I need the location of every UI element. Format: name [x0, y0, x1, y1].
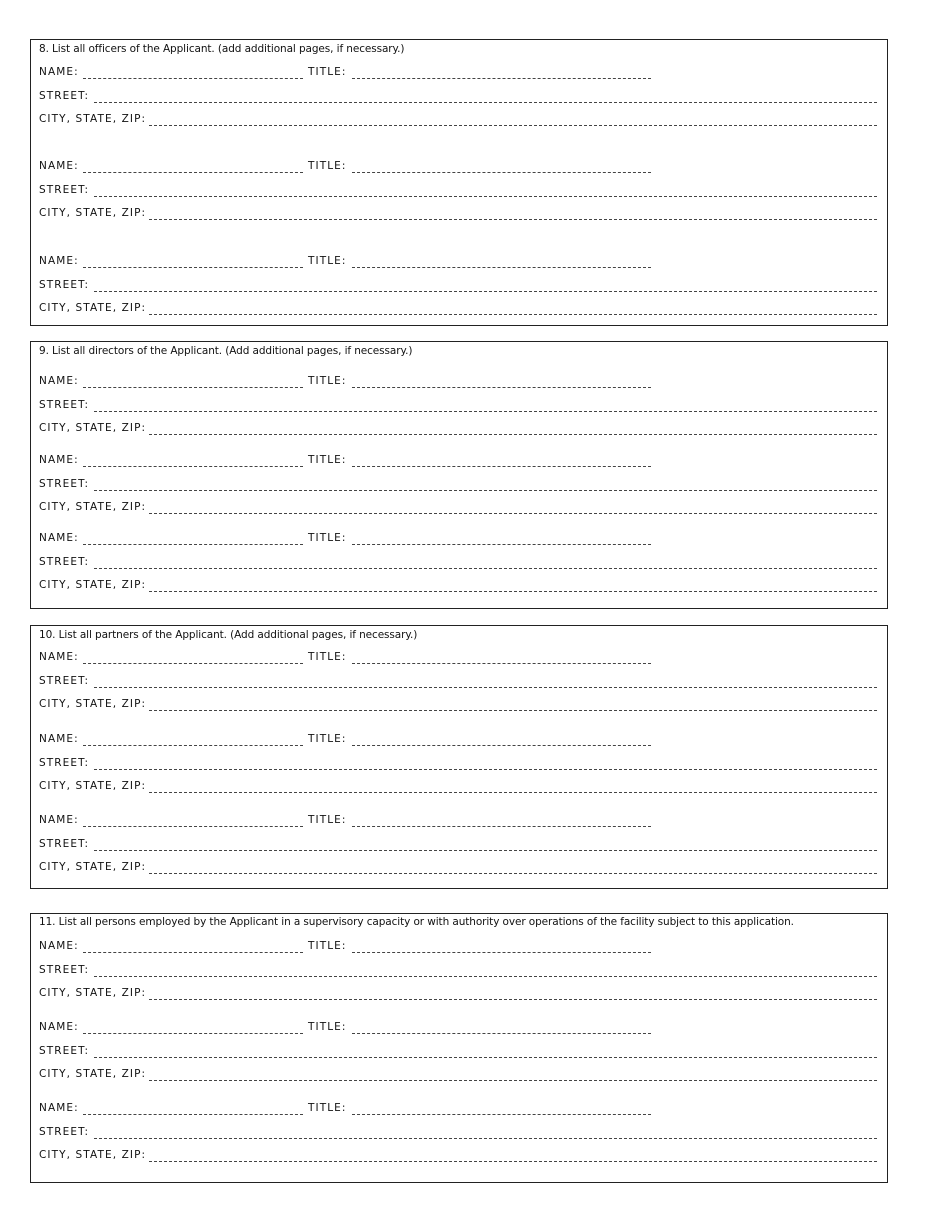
form-row	[39, 374, 877, 388]
form-row	[39, 813, 877, 827]
form-row	[39, 301, 877, 315]
name-field[interactable]	[83, 1113, 303, 1115]
title-label: TITLE:	[308, 255, 347, 267]
name-field[interactable]	[83, 171, 303, 173]
title-field[interactable]	[352, 77, 651, 79]
form-row	[39, 1020, 877, 1034]
city-state-zip-field[interactable]	[149, 124, 877, 126]
title-field[interactable]	[352, 1032, 651, 1034]
street-field[interactable]	[94, 489, 877, 491]
city-state-zip-label: CITY, STATE, ZIP:	[39, 113, 147, 125]
title-field[interactable]	[352, 951, 651, 953]
form-row	[39, 278, 877, 292]
name-field[interactable]	[83, 386, 303, 388]
street-field[interactable]	[94, 1056, 877, 1058]
form-row	[39, 1101, 877, 1115]
city-state-zip-field[interactable]	[149, 872, 877, 874]
form-row	[39, 1067, 877, 1081]
city-state-zip-label: CITY, STATE, ZIP:	[39, 1068, 147, 1080]
form-row	[39, 89, 877, 103]
name-field[interactable]	[83, 77, 303, 79]
form-row	[39, 1125, 877, 1139]
city-state-zip-field[interactable]	[149, 313, 877, 315]
title-field[interactable]	[352, 662, 651, 664]
form-row	[39, 986, 877, 1000]
section-heading: 9. List all directors of the Applicant. (Add additional pages, if necessary.)	[39, 345, 413, 357]
form-row	[39, 1044, 877, 1058]
city-state-zip-field[interactable]	[149, 512, 877, 514]
section-supervisors	[30, 913, 888, 1183]
form-row	[39, 159, 877, 173]
name-field[interactable]	[83, 744, 303, 746]
name-field[interactable]	[83, 465, 303, 467]
title-label: TITLE:	[308, 1102, 347, 1114]
form-row	[39, 183, 877, 197]
form-row	[39, 531, 877, 545]
form-row	[39, 254, 877, 268]
city-state-zip-label: CITY, STATE, ZIP:	[39, 987, 147, 999]
form-row	[39, 963, 877, 977]
name-label: NAME:	[39, 1102, 79, 1114]
city-state-zip-field[interactable]	[149, 433, 877, 435]
title-field[interactable]	[352, 744, 651, 746]
city-state-zip-label: CITY, STATE, ZIP:	[39, 861, 147, 873]
city-state-zip-label: CITY, STATE, ZIP:	[39, 501, 147, 513]
section-partners	[30, 625, 888, 889]
title-label: TITLE:	[308, 160, 347, 172]
title-label: TITLE:	[308, 375, 347, 387]
name-field[interactable]	[83, 825, 303, 827]
name-label: NAME:	[39, 160, 79, 172]
form-row	[39, 650, 877, 664]
city-state-zip-field[interactable]	[149, 1160, 877, 1162]
name-field[interactable]	[83, 543, 303, 545]
street-label: STREET:	[39, 184, 90, 196]
title-label: TITLE:	[308, 651, 347, 663]
form-row	[39, 732, 877, 746]
city-state-zip-field[interactable]	[149, 791, 877, 793]
form-row	[39, 112, 877, 126]
street-label: STREET:	[39, 838, 90, 850]
city-state-zip-label: CITY, STATE, ZIP:	[39, 1149, 147, 1161]
name-label: NAME:	[39, 66, 79, 78]
section-heading: 11. List all persons employed by the Applicant in a supervisory capacity or with authority over operations of the facility subject to this application.	[39, 916, 794, 928]
city-state-zip-label: CITY, STATE, ZIP:	[39, 579, 147, 591]
title-label: TITLE:	[308, 733, 347, 745]
name-field[interactable]	[83, 266, 303, 268]
form-row	[39, 453, 877, 467]
title-label: TITLE:	[308, 1021, 347, 1033]
city-state-zip-label: CITY, STATE, ZIP:	[39, 207, 147, 219]
city-state-zip-label: CITY, STATE, ZIP:	[39, 780, 147, 792]
title-field[interactable]	[352, 266, 651, 268]
city-state-zip-label: CITY, STATE, ZIP:	[39, 422, 147, 434]
street-field[interactable]	[94, 849, 877, 851]
street-label: STREET:	[39, 556, 90, 568]
form-row	[39, 500, 877, 514]
form-row	[39, 697, 877, 711]
street-label: STREET:	[39, 399, 90, 411]
title-label: TITLE:	[308, 454, 347, 466]
street-label: STREET:	[39, 478, 90, 490]
city-state-zip-field[interactable]	[149, 590, 877, 592]
street-label: STREET:	[39, 675, 90, 687]
street-label: STREET:	[39, 90, 90, 102]
street-field[interactable]	[94, 768, 877, 770]
street-label: STREET:	[39, 1045, 90, 1057]
title-field[interactable]	[352, 1113, 651, 1115]
section-officers	[30, 39, 888, 326]
form-row	[39, 1148, 877, 1162]
title-field[interactable]	[352, 386, 651, 388]
name-label: NAME:	[39, 454, 79, 466]
title-label: TITLE:	[308, 66, 347, 78]
form-row	[39, 421, 877, 435]
title-field[interactable]	[352, 543, 651, 545]
name-label: NAME:	[39, 733, 79, 745]
name-label: NAME:	[39, 1021, 79, 1033]
form-row	[39, 477, 877, 491]
street-field[interactable]	[94, 290, 877, 292]
name-label: NAME:	[39, 375, 79, 387]
city-state-zip-field[interactable]	[149, 1079, 877, 1081]
form-row	[39, 578, 877, 592]
name-label: NAME:	[39, 255, 79, 267]
name-label: NAME:	[39, 651, 79, 663]
title-label: TITLE:	[308, 532, 347, 544]
name-label: NAME:	[39, 940, 79, 952]
city-state-zip-label: CITY, STATE, ZIP:	[39, 698, 147, 710]
street-field[interactable]	[94, 101, 877, 103]
street-label: STREET:	[39, 964, 90, 976]
section-directors	[30, 341, 888, 609]
street-field[interactable]	[94, 1137, 877, 1139]
form-row	[39, 674, 877, 688]
title-field[interactable]	[352, 465, 651, 467]
city-state-zip-label: CITY, STATE, ZIP:	[39, 302, 147, 314]
name-label: NAME:	[39, 814, 79, 826]
title-label: TITLE:	[308, 940, 347, 952]
form-row	[39, 779, 877, 793]
name-field[interactable]	[83, 951, 303, 953]
form-row	[39, 206, 877, 220]
name-field[interactable]	[83, 1032, 303, 1034]
street-field[interactable]	[94, 975, 877, 977]
title-field[interactable]	[352, 171, 651, 173]
section-heading: 8. List all officers of the Applicant. (add additional pages, if necessary.)	[39, 43, 405, 55]
form-row	[39, 398, 877, 412]
street-field[interactable]	[94, 686, 877, 688]
street-field[interactable]	[94, 567, 877, 569]
title-label: TITLE:	[308, 814, 347, 826]
form-row	[39, 837, 877, 851]
street-label: STREET:	[39, 279, 90, 291]
title-field[interactable]	[352, 825, 651, 827]
name-field[interactable]	[83, 662, 303, 664]
form-row	[39, 860, 877, 874]
section-heading: 10. List all partners of the Applicant. (Add additional pages, if necessary.)	[39, 629, 418, 641]
street-field[interactable]	[94, 195, 877, 197]
street-label: STREET:	[39, 757, 90, 769]
city-state-zip-field[interactable]	[149, 998, 877, 1000]
form-row	[39, 65, 877, 79]
street-field[interactable]	[94, 410, 877, 412]
street-label: STREET:	[39, 1126, 90, 1138]
form-row	[39, 939, 877, 953]
city-state-zip-field[interactable]	[149, 709, 877, 711]
name-label: NAME:	[39, 532, 79, 544]
city-state-zip-field[interactable]	[149, 218, 877, 220]
form-row	[39, 555, 877, 569]
form-row	[39, 756, 877, 770]
